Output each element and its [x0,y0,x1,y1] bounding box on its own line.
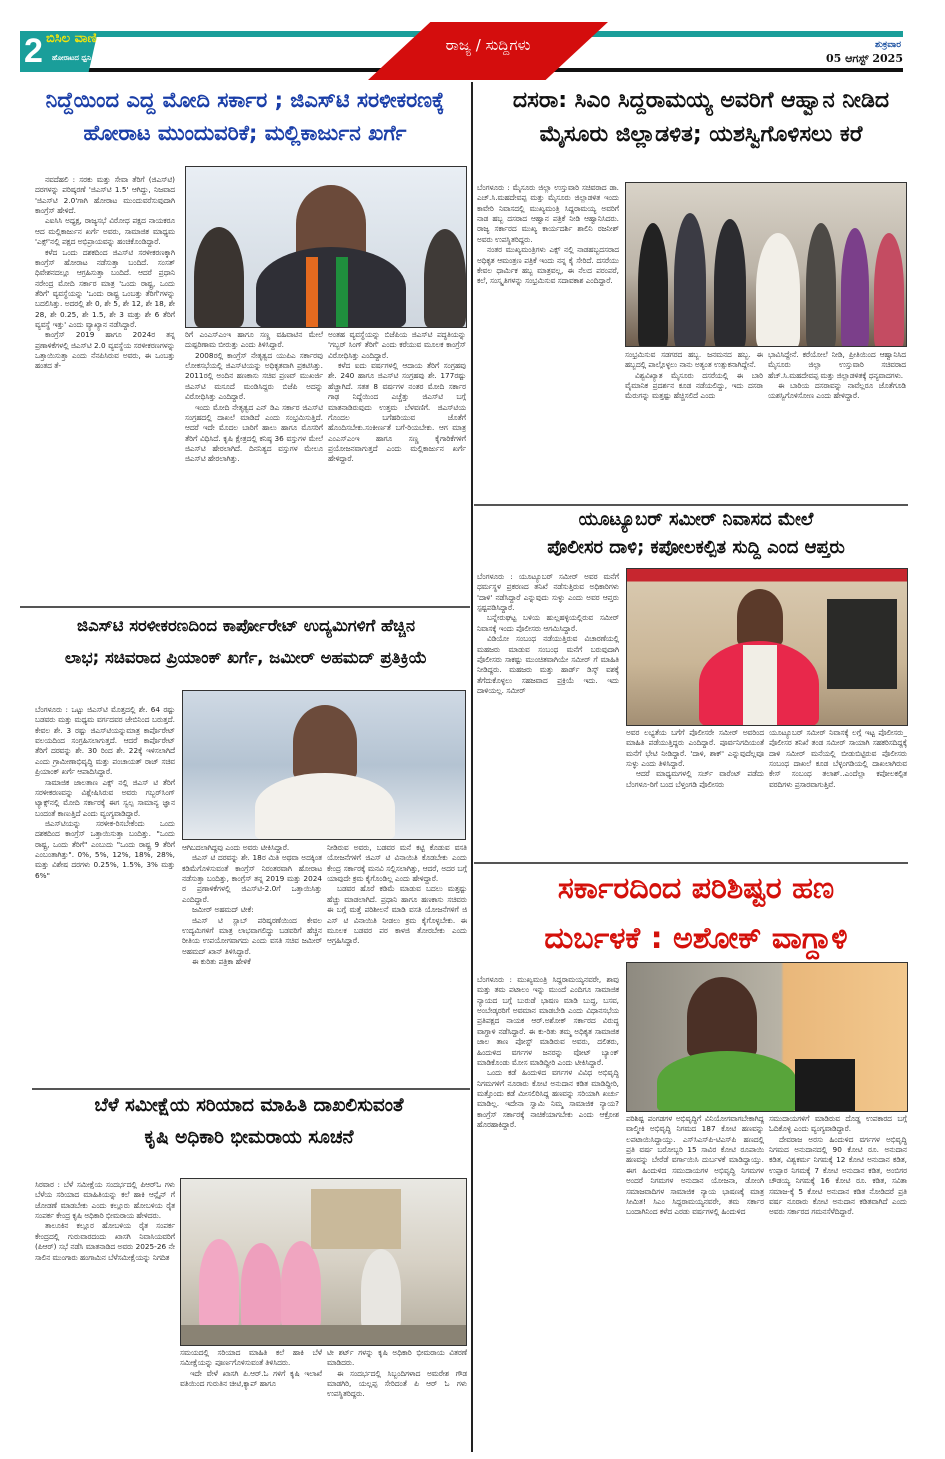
article-photo [626,962,908,1112]
headline-line: ಸರ್ಕಾರದಿಂದ ಪರಿಶಿಷ್ಟರ ಹಣ [557,871,835,906]
photo-figure [874,233,904,347]
headline [476,84,926,152]
paragraph: ಅಂತಹ ವ್ಯವಸ್ಥೆಯನ್ನು ಬಿಜೆಪಿಯ ಜಿಎಸ್‌ಟಿ ಪದ್ಧತಿಯನ್ನು 'ಗಬ್ಬರ್ ಸಿಂಗ್ ತೆರಿಗೆ' ಎಂದು ಕರೆಯುವ ಮೂಲಕ ಕಾಂಗ್ರೆಸ್ ವಿರೋಧಿಸಿತ್ತು ಎಂದಿದ್ದಾರೆ. [328,330,466,360]
headline-line: ಪೊಲೀಸರ ದಾಳಿ; ಕಪೋಲಕಲ್ಪಿತ ಸುದ್ದಿ ಎಂದ ಆಪ್ತರು [547,536,845,558]
section-label: ರಾಜ್ಯ / ಸುದ್ದಿಗಳು [445,36,531,54]
article-column [626,728,764,858]
column-divider [471,82,473,1452]
article-photo [625,182,907,347]
paragraph: ಜಿಎಸ್‌ಟಿಯನ್ನು ಸರಳೀಕ-ರಿಸಬೇಕೆಂದು ಒಂದು ದಶಕದಿಂದ ಕಾಂಗ್ರೆಸ್ ಒತ್ತಾಯಿಸುತ್ತಾ ಬಂದಿತ್ತು. "ಒಂದು ರಾಷ್ಟ್ರ, ಒಂದು ತೆರಿಗೆ" ಎಂಬುದು "ಒಂದು ರಾಷ್ಟ್ರ 9 ತೆರಿಗೆ ಎಂಬಂತಾಗಿತ್ತು". 0%, 5%, 12%, 18%, 28%, ಮತ್ತು ವಿಶೇಷ ದರಗಳು 0.25%, 1.5%, 3% ಮತ್ತು 6%" [35,818,175,880]
paragraph: ಆಗಿಬದಲಾಗಿದ್ದವು ಎಂದು ಅವರು ಟೀಕಿಸಿದ್ದಾರೆ. [182,843,290,852]
article-photo [626,568,908,726]
paragraph: ಇಂದು ಮೋದಿ ನೇತೃತ್ವದ ಎನ್ ಡಿಎ ಸರ್ಕಾರ ಜಿಎಸ್‌ಟಿ ಸಂಗ್ರಹದಲ್ಲಿ ದಾಖಲೆ ಮಾಡಿದೆ ಎಂದು ಸಂಭ್ರಮಿಸುತ್ತಿದೆ. ಆದರೆ ಇದೇ ಮೊದಲ ಬಾರಿಗೆ ಹಾಲು ಹಾಗೂ ಮೊಸರಿಗೆ ತೆರಿಗೆ ವಿಧಿಸಿದೆ. ಕೃಷಿ ಕ್ಷೇತ್ರದಲ್ಲಿ ಕನಿಷ್ಠ 36 ವಸ್ತುಗಳ ಮೇಲೆ ಜಿಎಸ್‌ಟಿ ಹೇರಲಾಗಿದೆ. ದಿನನಿತ್ಯದ ವಸ್ತುಗಳ ಮೇಲೂ ಜಿಎಸ್‌ಟಿ ಹೇರಲಾಗಿತ್ತು. [185,402,323,464]
headline-line: ಜಿಎಸ್‌ಟಿ ಸರಳೀಕರಣದಿಂದ ಕಾರ್ಪೋರೇಟ್ ಉದ್ಯಮಿಗಳಿಗೆ ಹೆಚ್ಚಿನ [76,616,415,635]
paragraph: ಎಐಸಿಸಿ ಅಧ್ಯಕ್ಷ, ರಾಜ್ಯಸಭೆ ವಿರೋಧ ಪಕ್ಷದ ನಾಯಕರೂ ಆದ ಮಲ್ಲಿಕಾರ್ಜುನ ಖರ್ಗೆ ಅವರು, ಸಾಮಾಜಿಕ ಮಾಧ್ಯಮ 'ಎಕ್ಸ್'ನಲ್ಲಿ ಪಕ್ಷದ ಅಭಿಪ್ರಾಯವನ್ನು ಹಂಚಿಕೊಂಡಿದ್ದಾರೆ. [35,216,175,247]
paragraph: ನವದೆಹಲಿ : ಸರಕು ಮತ್ತು ಸೇವಾ ತೆರಿಗೆ (ಜಿಎಸ್‌ಟಿ) ದರಗಳನ್ನು ಪರಿಷ್ಕರಣೆ 'ಜಿಎಸ್‌ಟಿ 1.5' ಆಗಿದ್ದು, ನಿಜವಾದ 'ಜಿಎಸ್‌ಟಿ 2.0'ಗಾಗಿ ಹೋರಾಟ ಮುಂದುವರೆಸುವುದಾಗಿ ಕಾಂಗ್ರೆಸ್ ಹೇಳಿದೆ. [35,175,175,216]
photo-figure [756,233,800,347]
paragraph: ಒಂದು ಕಡೆ ಹಿಂದುಳಿದ ವರ್ಗಗಳ ವಿವಿಧ ಅಭಿವೃದ್ಧಿ ನಿಗಮಗಳಿಗೆ ನೂರಾರು ಕೋಟಿ ಅನುದಾನ ಕಡಿತ ಮಾಡಿದ್ದೀರಿ, ಮತ್ತೊಂದು ಕಡೆ ಮೀಸಲಿರಿಸಿದ್ದ ಹಣವನ್ನು ಸರಿಯಾಗಿ ಖರ್ಚು ಮಾಡಿಲ್ಲ. ಇದೇನಾ ಸ್ವಾಮಿ ನಿಮ್ಮ ಸಾಮಾಜಿಕ ನ್ಯಾಯ? ಕಾಂಗ್ರೆಸ್ ಸರ್ಕಾರಕ್ಕೆ ನಾಚಿಕೆಯಾಗಬೇಕು ಎಂದು ಆಕ್ರೋಶ ಹೊರಹಾಕಿದ್ದಾರೆ. [477,1068,619,1130]
headline-line: ದುರ್ಬಳಕೆ : ಅಶೋಕ್ ವಾಗ್ದಾಳಿ [544,920,848,956]
paragraph: ಬಡವರ ಹೊರೆ ಕಡಿಮೆ ಮಾಡುವ ಬದಲು ಮತ್ತಷ್ಟು ಹೆಚ್ಚು ಮಾಡಲಾಗಿದೆ. ಪ್ರಧಾನಿ ಹಾಗೂ ಹಣಕಾಸು ಸಚಿವರು ಈ ಬಗ್ಗೆ ಮತ್ತೆ ಪರಿಶೀಲನೆ ಮಾಡಿ ವಸತಿ ಯೋಜನೆಗಳಿಗೆ ಜಿ ಎಸ್ ಟಿ ವಿನಾಯಿತಿ ನೀಡಲು ಕ್ರಮ ಕೈಗೊಳ್ಳಬೇಕು. ಈ ಮೂಲಕ ಬಡವರ ಪರ ಕಾಳಜಿ ತೋರಬೇಕು ಎಂದು ಆಗ್ರಹಿಸಿದ್ದಾರೆ. [327,884,467,946]
article-divider [20,606,470,608]
issue-date: 05 ಆಗಸ್ಟ್ 2025 [826,52,903,65]
article-photo [185,166,467,328]
paragraph: ಭಾವಿಸಿದ್ದೇನೆ. ಕರೆಯೋಲೆ ನೀಡಿ, ಪ್ರೀತಿಯಿಂದ ಆಹ್ವಾನಿಸಿದ ಮೈಸೂರು ಜಿಲ್ಲಾ ಉಸ್ತುವಾರಿ ಸಚಿವರಾದ ಹೆಚ್.ಸಿ.ಮಹದೇವಪ್ಪ ಮತ್ತು ಜಿಲ್ಲಾಡಳಿತಕ್ಕೆ ಧನ್ಯವಾದಗಳು. [768,350,906,380]
paragraph: ಕಳೆದ ಐದು ವರ್ಷಗಳಲ್ಲಿ ಆದಾಯ ತೆರಿಗೆ ಸಂಗ್ರಹವು ಶೇ. 240 ಹಾಗೂ ಜಿಎಸ್‌ಟಿ ಸಂಗ್ರಹವು ಶೇ. 177ರಷ್ಟು ಹೆಚ್ಚಾಗಿದೆ. ಸತತ 8 ವರ್ಷಗಳ ನಂತರ ಮೋದಿ ಸರ್ಕಾರ ಗಾಢ ನಿದ್ದೆಯಿಂದ ಎಚ್ಚೆತ್ತು ಜಿಎಸ್‌ಟಿ ಬಗ್ಗೆ ಮಾತನಾಡಿರುವುದು ಉತ್ತಮ ಬೆಳವಣಿಗೆ. ಜಿಎಸ್‌ಟಿಯ ಗೊಂದಲ ಬಗೆಹರಿಯುವ ಜೊತೆಗೆ ಹೊಂದಿಸಬೇಕು.ಸಂಕೀರ್ಣತೆ ಬಗೆ-ರಿಯಬೇಕು. ಆಗ ಮಾತ್ರ ಎಂಎಸ್‌ಎಂಇ ಹಾಗೂ ಸಣ್ಣ ಕೈಗಾರಿಕೆಗಳಿಗೆ ಪ್ರಯೋಜನವಾಗುತ್ತದೆ ಎಂದು ಮಲ್ಲಿಕಾರ್ಜುನ ಖರ್ಗೆ ಹೇಳಿದ್ದಾರೆ. [328,361,466,464]
photo-figure [255,773,395,840]
photo-figure [687,977,757,1057]
paragraph: ಸಮಯದಲ್ಲಿ ಸರಿಯಾದ ಮಾಹಿತಿ ಕಲೆ ಹಾಕಿ ಬೆಳೆ ಸಮೀಕ್ಷೆಯನ್ನು ಪೂರ್ಣಗೊಳಿಸುವಂತೆ ತಿಳಿಸಿದರು. [180,1348,322,1368]
paragraph: ಟೀ ಶರ್ಟ್ ಗಳನ್ನು ಕೃಷಿ ಅಧಿಕಾರಿ ಭೀಮರಾಯ ವಿತರಣೆ ಮಾಡಿದರು. [327,1348,467,1368]
photo-figure [841,228,869,347]
article-column [185,330,323,602]
paragraph: ಕಳೆದ ಒಂದು ದಶಕದಿಂದ ಜಿಎಸ್‌ಟಿ ಸರಳೀಕರಣಕ್ಕಾಗಿ ಕಾಂಗ್ರೆಸ್ ಹೋರಾಟ ನಡೆಸುತ್ತಾ ಬಂದಿದೆ. ಸಂಸತ್ ಧಿವೇಶನದಲ್ಲೂ ಆಗ್ರಹಿಸುತ್ತಾ ಬಂದಿದೆ. ಆದರೆ ಪ್ರಧಾನಿ ನರೇಂದ್ರ ಮೋದಿ ಸರ್ಕಾರ ಮಾತ್ರ 'ಒಂದು ರಾಷ್ಟ್ರ, ಒಂದು ತೆರಿಗೆ' ವ್ಯವಸ್ಥೆಯನ್ನು 'ಒಂದು ರಾಷ್ಟ್ರ ಒಂಬತ್ತು ತೆರಿಗೆ'ಗಳನ್ನು ಬದಲಿಸಿತ್ತು. ಅದರಲ್ಲಿ ಶೇ 0, ಶೇ 5, ಶೇ 12, ಶೇ 18, ಶೇ 28, ಶೇ 0.25, ಶೇ 1.5, ಶೇ 3 ಮತ್ತು ಶೇ 6 ತೆರಿಗೆ ವ್ಯವಸ್ಥೆ ಇತ್ತು' ಎಂದು ವ್ಯಾಖ್ಯಾನ ನಡೆಸಿದ್ದಾರೆ. [35,247,175,330]
paragraph: ಬೆಂಗಳೂರು : ಮುಖ್ಯಮಂತ್ರಿ ಸಿದ್ದರಾಮಯ್ಯನವರೇ, ಶಾವು ಮತ್ತು ತಮ ಪಟಾಲಂ ಇನ್ನು ಮುಂದೆ ಎಂದಿಗೂ ಸಾಮಾಜಿಕ ನ್ಯಾಯದ ಬಗ್ಗೆ ಬುರುಡೆ ಭಾಷಣ ಮಾಡಿ ಬುದ್ಧ, ಬಸವ, ಅಂಬೇಡ್ಕರರಿಗೆ ಅವಮಾನ ಮಾಡಬೇಡಿ ಎಂದು ವಿಧಾನಸಭೆಯ ಪ್ರತಿಪಕ್ಷದ ನಾಯಕ ಆರ್.ಅಶೋಕ್ ಸರ್ಕಾರದ ವಿರುದ್ಧ ವಾಗ್ದಾಳಿ ನಡೆಸಿದ್ದಾರೆ. ಈ ಕು-ರಿತು ತಮ್ಮ ಅಧಿಕೃತ ಸಾಮಾಜಿಕ ಜಾಲ ತಾಣ ಪೋಸ್ಟ್ ಮಾಡಿರುವ ಅವರು, ದಲಿತರು, ಹಿಂದುಳಿದ ವರ್ಗಗಳ ಜನರನ್ನು ವೋಟ್ ಬ್ಯಾಂಕ್ ಮಾಡಿಕೊಂಡು ಮೋಸ ಮಾಡಿದ್ದೀರಿ ಎಂದು ಟೀಕಿಸಿದ್ದಾರೆ. [477,975,619,1067]
photo-figure [424,229,466,327]
headline [476,864,916,963]
photo-table [181,1325,467,1346]
headline [22,84,468,149]
article-column [477,572,619,858]
headline-line: ಕೃಷಿ ಅಧಿಕಾರಿ ಭೀಮರಾಯ ಸೂಚನೆ [144,1126,354,1148]
article-column [477,975,619,1395]
photo-figure [674,213,706,347]
photo-hoodie [743,645,777,726]
paragraph: ಸಾಮಾಜಿಕ ಜಾಲತಾಣ ಎಕ್ಸ್ ನಲ್ಲಿ ಜಿಎಸ್ ಟಿ ತೆರಿಗೆ ಸರಳೀಕರಣವನ್ನು ವಿಶ್ಲೇಷಿಸಿರುವ ಅವರು ಗಬ್ಬರ್‌ಸಿಂಗ್ ಟ್ಯಾಕ್ಸ್‌ನಲ್ಲಿ ಮೋದಿ ಸರ್ಕಾರಕ್ಕೆ ಈಗ ಸ್ವಲ್ಪ ಸಾಮಾನ್ಯ ಜ್ಞಾನ ಬಂದಂತೆ ಕಾಣುತ್ತಿದೆ ಎಂದು ವ್ಯಂಗ್ಯವಾಡಿದ್ದಾರೆ. [35,777,175,818]
photo-figure [293,705,357,779]
paragraph: ರಿಗೆ ಎಂಎಸ್‌ಎಂಇ ಹಾಗೂ ಸಣ್ಣ ವಹಿವಾಟಿನ ಮೇಲೆ ದುಷ್ಪರಿಣಾಮ ಬೀರುತ್ತು ಎಂದು ತಿಳಿಸಿದ್ದಾರೆ. [185,330,323,350]
newspaper-name: ಬಿಸಿಲ ವಾಣಿ [46,31,97,46]
paragraph: ಬನ್ನೇರುಘಟ್ಟ ಬಳಿಯ ಹುಲ್ಲಹಳ್ಳಿಯಲ್ಲಿರುವ ಸಮೀರ್ ನಿವಾಸಕ್ಕೆ ಇಂದು ಪೊಲೀಸರು ಆಗಮಿಸಿದ್ದಾರೆ. [477,613,619,633]
article-column [625,350,763,502]
paragraph: ಬೆಂಗಳೂರು : ಯೂಟ್ಯೂಬರ್ ಸಮೀರ್ ಅವರ ಮನೆಗೆ ಧರ್ಮಸ್ಥಳ ಪ್ರಕರಣದ ತನಿಖೆ ನಡೆಸುತ್ತಿರುವ ಅಧಿಕಾರಿಗಳು 'ದಾಳಿ' ನಡೆಸಿದ್ದಾರೆ ಎನ್ನುವುದು ಸುಳ್ಳು ಎಂದು ಅವರ ಆಪ್ತರು ಸ್ಪಷ್ಟಪಡಿಸಿದ್ದಾರೆ. [477,572,619,613]
paragraph: ಸಿರವಾರ : ಬೆಳೆ ಸಮೀಕ್ಷೆಯ ಸಂದರ್ಭದಲ್ಲಿ ಪಿಆರ್‌ಓ ಗಳು ಬೆಳೆಯ ಸರಿಯಾದ ಮಾಹಿತಿಯನ್ನು ಕಲೆ ಹಾಕಿ ಆನ್ಲೈನ್ ಗೆ ಜೋಡಣೆ ಮಾಡಬೇಕು ಎಂದು ಕಲ್ಲೂರು ಹೋಬಳಿಯ ರೈತ ಸಂಪರ್ಕ ಕೇಂದ್ರ ಕೃಷಿ ಅಧಿಕಾರಿ ಭೀಮರಾಯ ಹೇಳಿದರು. [35,1180,175,1221]
paragraph: ಈ ಕುರಿತು ಪತ್ರಿಕಾ ಹೇಳಿಕೆ [192,956,251,966]
paragraph: ಜಿಎಸ್ ಟಿ ಸ್ಲಾಬ್ ಪರಿಷ್ಕರಣೆಯಿಂದ ಕೇವಲ ಉದ್ಯಮಿಗಳಿಗೆ ಮಾತ್ರ ಲಾಭವಾಗಲಿದ್ದು ಬಡವರಿಗೆ ಹೆಚ್ಚಿನ ರೀತಿಯ ಉಪಯೋಗವಾಗದು ಎಂದು ವಸತಿ ಸಚಿವ ಜಮೀರ್ ಅಹಮದ್ ಖಾನ್ ತಿಳಿಸಿದ್ದಾರೆ. [182,915,322,956]
headline-line: ಮೈಸೂರು ಜಿಲ್ಲಾಡಳಿತ; ಯಶಸ್ವಿಗೊಳಿಸಲು ಕರೆ [539,122,863,148]
paragraph: ಈ ಸಂದರ್ಭದಲ್ಲಿ ಸಿಬ್ಬಂದಿಗಳಾದ ಅಮರೇಶ ಗೌಡ ಮಾಡಗಿರಿ, ಯಲ್ಲಪ್ಪ ಸೇರಿದಂತೆ ಪಿ ಆರ್ ಓ ಗಳು ಉಪಸ್ಥಿತರಿದ್ದರು. [327,1368,467,1399]
paragraph: ವಿಶ್ವವಿಖ್ಯಾತ ಮೈಸೂರು ದಸರೆಯಲ್ಲಿ ಈ ಬಾರಿ ವೈಮಾನಿಕ ಪ್ರದರ್ಶನ ಕೂಡ ನಡೆಯಲಿದ್ದು, ಇದು ದಸರಾ ಮೆರುಗನ್ನು ಮತ್ತಷ್ಟು ಹೆಚ್ಚಿಸಲಿದೆ ಎಂದು [625,370,763,401]
article-photo [180,1178,467,1346]
paragraph: ನೀಡಿರುವ ಅವರು, ಬಡವರ ಮನೆ ಕಟ್ಟಿ ಕೊಡುವ ವಸತಿ ಯೋಜನೆಗಳಿಗೆ ಜಿಎಸ್ ಟಿ ವಿನಾಯಿತಿ ಕೊಡಬೇಕು ಎಂದು ಕೇಂದ್ರ ಸರ್ಕಾರಕ್ಕೆ ಮನವಿ ಸಲ್ಲಿಸಲಾಗಿತ್ತು, ಆದರೆ, ಅದರ ಬಗ್ಗೆ ಯಾವುದೇ ಕ್ರಮ ಕೈಗೊಂಡಿಲ್ಲ ಎಂದು ಹೇಳಿದ್ದಾರೆ. [327,843,467,884]
article-column [769,728,907,858]
headline [476,506,916,562]
paragraph: ಬೆಂಗಳೂರು : ಮೈಸೂರು ಜಿಲ್ಲಾ ಉಸ್ತುವಾರಿ ಸಚಿವರಾದ ಡಾ. ಎಚ್.ಸಿ.ಮಹದೇವಪ್ಪ ಮತ್ತು ಮೈಸೂರು ಜಿಲ್ಲಾಡಳಿತ ಇಂದು ಕಾವೇರಿ ನಿವಾಸದಲ್ಲಿ ಮುಖ್ಯಮಂತ್ರಿ ಸಿದ್ದರಾಮಯ್ಯ ಅವರಿಗೆ ನಾಡ ಹಬ್ಬ ದಸರಾದ ಆಹ್ವಾನ ಪತ್ರಿಕೆ ನೀಡಿ ಆಹ್ವಾನಿಸಿದರು. ರಾಜ್ಯ ಸರ್ಕಾರದ ಮುಖ್ಯ ಕಾರ್ಯದರ್ಶಿ ಶಾಲಿನಿ ರಜನೀಶ್ ಅವರು ಉಪಸ್ಥಿತರಿದ್ದರು. [477,183,619,244]
headline-line: ಯೂಟ್ಯೂಬರ್ ಸಮೀರ್ ನಿವಾಸದ ಮೇಲೆ [578,509,814,530]
article-column [35,705,175,1095]
article-column [180,1348,322,1402]
headline [30,1090,468,1154]
headline-line: ಹೋರಾಟ ಮುಂದುವರಿಕೆ; ಮಲ್ಲಿಕಾರ್ಜುನ ಖರ್ಗೆ [83,120,407,145]
paragraph: ವಿಡಿಯೋ ಸಂಬಂಧ ನಡೆಯುತ್ತಿರುವ ವಿಚಾರಣೆಯಲ್ಲಿ ಮಹಜರು ಮಾಡುವ ಸಂಬಂಧ ಮನೆಗೆ ಬರುವುದಾಗಿ ಪೊಲೀಸರು ಸಾಕಷ್ಟು ಮುಂಚಿತವಾಗಿಯೇ ಸಮೀರ್ ಗೆ ಮಾಹಿತಿ ನೀಡಿದ್ದರು. ಮಹಜರು ಮತ್ತು ಹಾರ್ಡ್ ಡಿಸ್ಕ್ ವಶಕ್ಕೆ ತೆಗೆದುಕೊಳ್ಳಲು ಸಹಜವಾದ ಪ್ರಕ್ರಿಯೆ ಇದು. ಇದು ದಾಳಿಯಲ್ಲ. ಸಮೀರ್ [477,634,619,695]
paragraph: ದೇವರಾಜ ಅರಸು ಹಿಂದುಳಿದ ವರ್ಗಗಳ ಅಭಿವೃದ್ಧಿ ನಿಗಮದ ಅನುದಾನದಲ್ಲಿ 90 ಕೋಟಿ ರೂ. ಅನುದಾನ ಕಡಿತ, ವಿಶ್ವಕರ್ಮ ನಿಗಮಕ್ಕೆ 12 ಕೋಟಿ ಅನುದಾನ ಕಡಿತ, ಉಪ್ಪಾರ ನಿಗಮಕ್ಕೆ 7 ಕೋಟಿ ಅನುದಾನ ಕಡಿತ, ಅಂಬಿಗರ ಚೌಡಯ್ಯ ನಿಗಮಕ್ಕೆ 16 ಕೋಟಿ ರೂ. ಕಡಿತ, ಸವಿತಾ ಸಮಾಜ-ಕ್ಕೆ 5 ಕೋಟಿ ಅನುದಾನ ಕಡಿತ ನೋಡಿದರೆ ಪ್ರತಿ ವರ್ಷ ನೂರಾರು ಕೋಟಿ ಅನುದಾನ ಕಡಿತವಾಗಿದೆ ಎಂದು ಅವರು ಸರ್ಕಾರದ ಗಮನಸೆಳೆದಿದ್ದಾರೆ. [769,1134,907,1217]
photo-scarf [336,257,348,328]
photo-figure [194,227,244,327]
page-number: 2 [24,32,43,70]
article-column [327,843,467,1095]
paragraph: ಬೆಂಗಳೂರು : ಒಟ್ಟು ಜಿಎಸ್‌ಟಿ ಮೊತ್ತದಲ್ಲಿ ಶೇ. 64 ರಷ್ಟು ಬಡವರು ಮತ್ತು ಮಧ್ಯಮ ವರ್ಗದವರ ಜೇಬಿನಿಂದ ಬರುತ್ತದೆ. ಕೇವಲ ಶೇ. 3 ರಷ್ಟು ಜಿಎಸ್‌ಟಿಯನ್ನುಮಾತ್ರ ಕಾರ್ಪೊರೇಟ್ ವಲಯದಿಂದ ಸಂಗ್ರಹಿಸಲಾಗುತ್ತದೆ. ಆದರೆ ಕಾರ್ಪೊರೇಟ್ ತೆರಿಗೆ ದರವನ್ನು ಶೇ. 30 ರಿಂದ ಶೇ. 22ಕ್ಕೆ ಇಳಿಸಲಾಗಿದೆ ಎಂದು ಗ್ರಾಮೀಣಾಭಿವೃದ್ಧಿ ಮತ್ತು ಪಂಚಾಯತ್ ರಾಜ್ ಸಚಿವ ಪ್ರಿಯಾಂಕ್ ಖರ್ಗೆ ಆಪಾದಿಸಿದ್ದಾರೆ. [35,705,175,777]
issue-day: ಶುಕ್ರವಾರ [875,40,901,50]
photo-figure [657,1051,797,1112]
photo-figure [714,219,746,347]
article-column [626,1114,764,1398]
headline [24,610,468,674]
paragraph: ತಾಲೂಕಿನ ಕಲ್ಲೂರ ಹೋಬಳಿಯ ರೈತ ಸಂಪರ್ಕ ಕೇಂದ್ರದಲ್ಲಿ ಗುರುವಾರದಂದು ಖಾಸಗಿ ನಿವಾಸಿಯವರಿಗೆ (ಪಿಆರ್) ಸಭೆ ನಡೆಸಿ ಮಾತನಾಡಿದ ಅವರು 2025-26 ನೇ ಸಾಲಿನ ಮುಂಗಾರು ಹಂಗಾಮಿನ ಬೆಳೆಸಮೀಕ್ಷೆಯನ್ನು ನಿಗದಿತ [35,1221,175,1262]
masthead [0,0,945,80]
article-column [328,330,466,602]
article-photo [182,690,466,840]
article-column [327,1348,467,1402]
paragraph: ಕಾಂಗ್ರೆಸ್ 2019 ಹಾಗೂ 2024ರ ತನ್ನ ಪ್ರಣಾಳಿಕೆಗಳಲ್ಲಿ ಜಿಎಸ್‌ಟಿ 2.0 ವ್ಯವಸ್ಥೆಯ ಸರಳೀಕರಣಗಳನ್ನು ಒತ್ತಾಯಿಸುತ್ತಾ ಎಂದು ನೆನಪಿಸಿರುವ ಅವರು, ಈ ಒಂಬತ್ತು ಹಂತದ ತೆ- [35,330,175,371]
headline-line: ಲಾಭ; ಸಚಿವರಾದ ಪ್ರಿಯಾಂಕ್ ಖರ್ಗೆ, ಜಮೀರ್ ಅಹಮದ್ ಪ್ರತಿಕ್ರಿಯೆ [64,648,428,668]
article-column [477,183,619,501]
photo-window [827,599,897,689]
headline-line: ದಸರಾ: ಸಿಎಂ ಸಿದ್ದರಾಮಯ್ಯ ಅವರಿಗೆ ಆಹ್ವಾನ ನೀಡಿದ [512,88,890,113]
paragraph: ಸಮುದಾಯಗಳಿಗೆ ಮಾಡಿರುವ ದೊಡ್ಡ ಉಪಕಾರದ ಬಗ್ಗೆ ಓದಿಕೊಳ್ಳಿ ಎಂದು ವ್ಯಂಗ್ಯವಾಡಿದ್ದಾರೆ. [769,1114,907,1134]
photo-podium [795,1059,855,1112]
photo-figure [241,1243,281,1329]
article-column [769,1114,907,1398]
paragraph: ಇದೇ ವೇಳೆ ಖಾಸಗಿ ಪಿ.ಆರ್.ಓ ಗಳಿಗೆ ಕೃಷಿ ಇಲಾಖೆ ವತಿಯಿಂದ ಗುರುತಿನ ಚೀಟಿ,ಕ್ಯಾಪ್ ಹಾಗೂ [180,1368,322,1389]
paragraph: 2008ರಲ್ಲಿ ಕಾಂಗ್ರೆಸ್ ನೇತೃತ್ವದ ಯುಪಿಎ ಸರ್ಕಾರವು ಲೋಕಸಭೆಯಲ್ಲಿ ಜಿಎಸ್‌ಟಿಯನ್ನು ಅಧಿಕೃತವಾಗಿ ಪ್ರಕಟಿಸಿತ್ತು. 2011ರಲ್ಲಿ ಅಂದಿನ ಹಣಕಾಸು ಸಚಿವ ಪ್ರಣವ್ ಮುಖರ್ಜಿ ಜಿಎಸ್‌ಟಿ ಮಸೂದೆ ಮಂಡಿಸಿದ್ದರು ಬಿಜೆಪಿ ಅದನ್ನು ವಿರೋಧಿಸಿತ್ತು ಎಂದಿದ್ದಾರೆ. [185,350,323,402]
photo-figure [737,589,783,645]
article-column [35,1180,175,1402]
paragraph: ಜಮೀರ್ ಅಹಮದ್ ಟೀಕೆ: [192,905,254,915]
article-column [768,350,906,502]
photo-figure [199,1239,239,1329]
photo-figure [281,1241,321,1329]
newspaper-tagline: ಹೋರಾಟದ ಧ್ವನಿ [52,54,91,62]
photo-figure [256,247,406,328]
paragraph: ಆದರೆ ಮಾಧ್ಯಮಗಳಲ್ಲಿ ಸರ್ಚ್ ವಾರೆಂಟ್ ಪಡೆದು ಬೆಂಗಳೂ-ರಿಗೆ ಬಂದ ಬೆಳ್ತಂಗಡಿ ಪೊಲೀಸರು [626,769,764,789]
paragraph: ಜಿಎಸ್ ಟಿ ದರವನ್ನು ಶೇ. 18ರ ಮಿತಿ ಅಥವಾ ಅದಕ್ಕಿಂತ ಕಡಿಮೆಗೊಳಿಸುವಂತೆ ಕಾಂಗ್ರೆಸ್ ನಿರಂತರವಾಗಿ ಹೋರಾಟ ನಡೆಸುತ್ತಾ ಬಂದಿತ್ತು, ಕಾಂಗ್ರೆಸ್ ತನ್ನ 2019 ಮತ್ತು 2024 ರ ಪ್ರಣಾಳಿಕೆಗಳಲ್ಲಿ ಜಿಎಸ್‌ಟಿ-2.0ಗೆ ಒತ್ತಾಯಿಸಿತ್ತು ಎಂದಿದ್ದಾರೆ. [182,853,322,904]
paragraph: ಸಂಭ್ರಮಿಸುವ ಸಡಗರದ ಹಬ್ಬ. ಜನಮನದ ಹಬ್ಬ. ಈ ಹಬ್ಬದಲ್ಲಿ ಪಾಲ್ಗೊಳ್ಳಲು ನಾನು ಅತ್ಯಂತ ಉತ್ಸುಕನಾಗಿದ್ದೇನೆ. [625,350,763,370]
photo-figure [638,223,668,347]
paragraph: ನಂತರ ಮುಖ್ಯಮಂತ್ರಿಗಳು ಎಕ್ಸ್ ನಲ್ಲಿ ನಾಡಹಬ್ಬದಸರಾದ ಅಧಿಕೃತ ಆಮಂತ್ರಣ ಪತ್ರಿಕೆ ಇಂದು ನನ್ನ ಕೈ ಸೇರಿದೆ. ದಸರೆಯು ಕೇವಲ ಧಾರ್ಮಿಕ ಹಬ್ಬ ಮಾತ್ರವಲ್ಲ, ಈ ನೆಲದ ಪರಂಪರೆ, ಕಲೆ, ಸಂಸ್ಕೃತಿಗಳನ್ನು ಸಂಭ್ರಮಿಸುವ ಸದಾವಕಾಶ ಎಂದಿದ್ದಾರೆ. [477,245,619,286]
photo-figure [806,223,836,347]
article-column [35,175,175,600]
photo-scarf [306,257,318,328]
headline-line: ಬೆಳೆ ಸಮೀಕ್ಷೆಯ ಸರಿಯಾದ ಮಾಹಿತಿ ದಾಖಲಿಸುವಂತೆ [94,1095,404,1116]
article-column [182,843,322,1095]
paragraph: ಅವರ ಲಭ್ಯತೆಯ ಬಗೆಗೆ ಪೊಲೀಸರೇ ಸಮೀರ್ ಅವರಿಂದ ಮಾಹಿತಿ ಪಡೆಯುತ್ತಿದ್ದರು ಎಂದಿದ್ದಾರೆ. ಪೂರ್ವನಿಗದಿಯಂತೆ ಮನೆಗೆ ಭೇಟಿ ನೀಡಿದ್ದಾರೆ. 'ದಾಳಿ, ಶಾಕ್' ಎನ್ನುವುದೆಲ್ಲವೂ ಸುಳ್ಳು ಎಂದು ತಿಳಿಸಿದ್ದಾರೆ. [626,728,764,769]
paragraph: ಈ ಬಾರಿಯ ದಸರಾವನ್ನು ನಾವೆಲ್ಲರೂ ಜೊತೆಗೂಡಿ ಯಶಸ್ವಿಗೊಳಿಸೋಣ ಎಂದು ಹೇಳಿದ್ದಾರೆ. [768,381,906,401]
headline-line: ನಿದ್ದೆಯಿಂದ ಎದ್ದ ಮೋದಿ ಸರ್ಕಾರ ; ಜಿಎಸ್‌ಟಿ ಸರಳೀಕರಣಕ್ಕೆ [45,88,445,112]
photo-boxes [311,1189,401,1249]
paragraph: ಯೂಟ್ಯೂಬರ್ ಸಮೀರ್ ನಿವಾಸಕ್ಕೆ ಲಗ್ಗೆ ಇಟ್ಟ ಪೊಲೀಸರು_ ಪೊಲೀಸರ ತನಿಖೆ ತಂಡ ಸಮೀರ್ ಸಾಯಾಗಿ ಸಹಕರಿಸದಿದ್ದಕ್ಕೆ ದಾಳಿ ಸಮೀರ್ ಮನೆಯಲ್ಲಿ ಬೀಡುಬಿಟ್ಟಿರುವ ಪೊಲೀಸರು ಸಂಬಂಧ ದಾಖಲೆ ಕೂಡ ಬೆಳ್ಳಂಗಡಿಯಲ್ಲಿ ದಾಖಲಾಗಿರುವ ಕೇಸ್ ಸಂಬಂಧ ತಲಾಶ್..ಎಂದೆಲ್ಲಾ ಕಪೋಲಕಲ್ಪಿತ ವರದಿಗಳು ಪ್ರಸಾರವಾಗುತ್ತಿವೆ. [769,728,907,789]
paragraph: ಪರಿಶಿಷ್ಟ ಪಂಗಡಗಳ ಅಭಿವೃದ್ಧಿಗೆ ವಿನಿಯೋಗವಾಗಬೇಕಾಗಿದ್ದ ವಾಲ್ಮೀಕಿ ಅಭಿವೃದ್ಧಿ ನಿಗಮದ 187 ಕೋಟಿ ಹಣವನ್ನು ಲಪಟಾಯಿಸಿದ್ದಾಯ್ತು. ಎಸ್‌ಸಿಎಸ್‌ಪಿ-ಟಿಎಸ್‌ಪಿ ಹಣದಲ್ಲಿ ಪ್ರತಿ ವರ್ಷ ಬರೋಬ್ಬರಿ 15 ಸಾವಿರ ಕೋಟಿ ರೂಪಾಯಿ ಹಣವನ್ನು ಬೇರೆಡೆ ವರ್ಗಾಯಿಸಿ ದುರ್ಬಳಕೆ ಮಾಡಿದ್ದಾಯ್ತು. ಈಗ ಹಿಂದುಳಿದ ಸಮುದಾಯಗಳ ಅಭಿವೃದ್ಧಿ ನಿಗಮಗಳ ಅಂದರೆ ನಿಗಮಗಳ ಅನುದಾನ ಯೋಜನಾ, ಡೋಂಗಿ ಸಮಾಜವಾದಿಗಳ ಸಾಮಾಜಿಕ ನ್ಯಾಯ ಭಾಷಣಕ್ಕೆ ಮಾತ್ರ ಸೀಮಿತ! ಸಿಎಂ ಸಿದ್ದರಾಮಯ್ಯನವರೇ, ತಮ ಸರ್ಕಾರ ಬಂದಾಗಿನಿಂದ ಕಳೆದ ಎರಡು ವರ್ಷಗಳಲ್ಲಿ ಹಿಂದುಳಿದ [626,1114,764,1217]
photo-figure [361,1249,401,1329]
